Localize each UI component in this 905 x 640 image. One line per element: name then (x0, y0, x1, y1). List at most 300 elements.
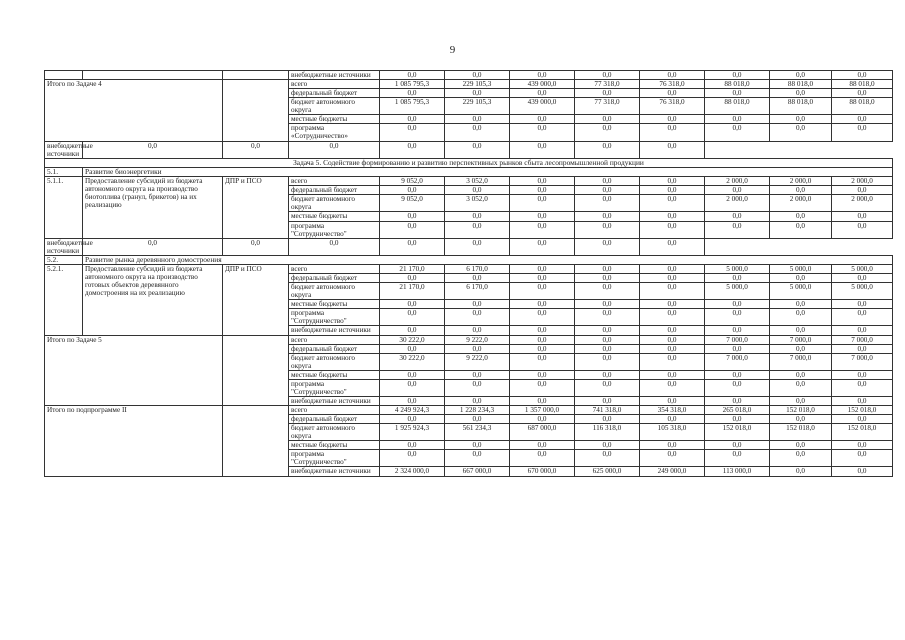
amount-cell: 0,0 (640, 195, 705, 212)
amount-cell: 0,0 (445, 186, 510, 195)
funding-source: внебюджетные источники (45, 141, 83, 158)
amount-cell: 88 018,0 (770, 98, 832, 115)
responsible-cell (223, 80, 289, 141)
amount-cell: 0,0 (832, 415, 893, 424)
amount-cell: 0,0 (380, 238, 445, 255)
funding-source: местные бюджеты (289, 212, 380, 221)
amount-cell: 0,0 (380, 415, 445, 424)
total-label: Итого по Задаче 4 (45, 80, 223, 141)
amount-cell: 0,0 (510, 89, 575, 98)
amount-cell: 0,0 (380, 71, 445, 80)
amount-cell: 0,0 (640, 212, 705, 221)
amount-cell: 0,0 (770, 344, 832, 353)
amount-cell: 0,0 (832, 71, 893, 80)
amount-cell: 561 234,3 (445, 424, 510, 441)
amount-cell: 0,0 (575, 221, 640, 238)
amount-cell: 1 925 924,3 (380, 424, 445, 441)
responsible-cell (223, 71, 289, 80)
amount-cell: 0,0 (705, 124, 770, 141)
amount-cell: 0,0 (770, 124, 832, 141)
amount-cell: 2 000,0 (832, 177, 893, 186)
amount-cell: 88 018,0 (770, 80, 832, 89)
amount-cell: 0,0 (380, 396, 445, 405)
table-row (45, 335, 893, 344)
amount-cell: 7 000,0 (832, 335, 893, 344)
amount-cell: 0,0 (445, 71, 510, 80)
table-row (45, 177, 893, 186)
amount-cell: 0,0 (445, 450, 510, 467)
amount-cell: 0,0 (770, 71, 832, 80)
amount-cell: 0,0 (575, 283, 640, 300)
amount-cell: 0,0 (445, 396, 510, 405)
table-row (45, 71, 893, 80)
amount-cell: 0,0 (445, 300, 510, 309)
amount-cell: 21 170,0 (380, 283, 445, 300)
funding-source: бюджет автономного округа (289, 353, 380, 370)
amount-cell: 0,0 (832, 450, 893, 467)
amount-cell: 88 018,0 (832, 98, 893, 115)
amount-cell: 0,0 (640, 379, 705, 396)
funding-source: федеральный бюджет (289, 89, 380, 98)
funding-source: бюджет автономного округа (289, 424, 380, 441)
task-header-row (45, 158, 893, 167)
amount-cell: 0,0 (770, 415, 832, 424)
amount-cell: 0,0 (705, 370, 770, 379)
amount-cell: 2 000,0 (770, 195, 832, 212)
responsible-cell: ДПР и ПСО (223, 177, 289, 238)
amount-cell: 0,0 (289, 141, 380, 158)
amount-cell: 0,0 (705, 415, 770, 424)
amount-cell: 0,0 (770, 115, 832, 124)
funding-source: программа "Сотрудничество" (289, 450, 380, 467)
amount-cell: 0,0 (705, 326, 770, 335)
amount-cell: 88 018,0 (832, 80, 893, 89)
amount-cell: 0,0 (380, 186, 445, 195)
amount-cell: 687 000,0 (510, 424, 575, 441)
amount-cell: 0,0 (640, 265, 705, 274)
amount-cell: 229 105,3 (445, 80, 510, 89)
amount-cell: 0,0 (510, 370, 575, 379)
amount-cell: 0,0 (510, 221, 575, 238)
amount-cell: 0,0 (705, 300, 770, 309)
amount-cell: 0,0 (380, 274, 445, 283)
funding-source: внебюджетные источники (289, 396, 380, 405)
amount-cell: 354 318,0 (640, 406, 705, 415)
amount-cell: 0,0 (510, 186, 575, 195)
amount-cell: 0,0 (380, 89, 445, 98)
amount-cell: 30 222,0 (380, 335, 445, 344)
amount-cell: 0,0 (445, 344, 510, 353)
funding-source: местные бюджеты (289, 115, 380, 124)
section-header-row (45, 167, 893, 176)
amount-cell: 0,0 (832, 396, 893, 405)
amount-cell: 0,0 (445, 238, 510, 255)
amount-cell: 0,0 (510, 335, 575, 344)
amount-cell: 2 324 000,0 (380, 467, 445, 476)
amount-cell: 1 228 234,3 (445, 406, 510, 415)
table-row (45, 265, 893, 274)
funding-source: федеральный бюджет (289, 274, 380, 283)
amount-cell: 0,0 (575, 396, 640, 405)
amount-cell: 0,0 (705, 450, 770, 467)
table-row (45, 80, 893, 89)
amount-cell: 0,0 (510, 177, 575, 186)
amount-cell: 249 000,0 (640, 467, 705, 476)
section-header-row (45, 255, 893, 264)
amount-cell: 0,0 (640, 141, 705, 158)
amount-cell: 0,0 (705, 71, 770, 80)
amount-cell: 0,0 (575, 89, 640, 98)
responsible-cell (223, 406, 289, 477)
amount-cell: 0,0 (832, 379, 893, 396)
amount-cell: 0,0 (575, 274, 640, 283)
amount-cell: 0,0 (705, 396, 770, 405)
amount-cell: 7 000,0 (705, 335, 770, 344)
amount-cell: 0,0 (575, 379, 640, 396)
amount-cell: 0,0 (640, 353, 705, 370)
amount-cell: 9 052,0 (380, 195, 445, 212)
amount-cell: 0,0 (510, 396, 575, 405)
amount-cell: 0,0 (705, 379, 770, 396)
amount-cell: 0,0 (510, 141, 575, 158)
amount-cell: 152 018,0 (770, 406, 832, 415)
amount-cell: 0,0 (575, 177, 640, 186)
amount-cell: 0,0 (575, 186, 640, 195)
amount-cell: 76 318,0 (640, 80, 705, 89)
amount-cell: 0,0 (510, 441, 575, 450)
amount-cell: 0,0 (445, 115, 510, 124)
amount-cell: 0,0 (640, 441, 705, 450)
amount-cell: 0,0 (575, 309, 640, 326)
amount-cell: 0,0 (770, 186, 832, 195)
amount-cell: 0,0 (640, 221, 705, 238)
funding-source: программа "Сотрудничество" (289, 221, 380, 238)
amount-cell: 5 000,0 (770, 265, 832, 274)
amount-cell: 0,0 (705, 221, 770, 238)
section-title: Развитие рынка деревянного домостроения (83, 255, 893, 264)
amount-cell: 0,0 (380, 309, 445, 326)
amount-cell: 0,0 (445, 89, 510, 98)
amount-cell: 0,0 (510, 353, 575, 370)
amount-cell: 6 170,0 (445, 265, 510, 274)
amount-cell: 0,0 (445, 212, 510, 221)
amount-cell: 0,0 (770, 309, 832, 326)
amount-cell: 0,0 (510, 344, 575, 353)
amount-cell: 0,0 (575, 353, 640, 370)
amount-cell: 0,0 (575, 441, 640, 450)
amount-cell: 0,0 (640, 415, 705, 424)
funding-source: местные бюджеты (289, 370, 380, 379)
amount-cell: 152 018,0 (770, 424, 832, 441)
amount-cell: 0,0 (575, 335, 640, 344)
funding-source: всего (289, 177, 380, 186)
amount-cell: 5 000,0 (832, 265, 893, 274)
amount-cell: 0,0 (380, 326, 445, 335)
amount-cell: 0,0 (223, 238, 289, 255)
amount-cell: 116 318,0 (575, 424, 640, 441)
amount-cell: 9 222,0 (445, 335, 510, 344)
amount-cell: 30 222,0 (380, 353, 445, 370)
amount-cell: 0,0 (510, 309, 575, 326)
item-description: Предоставление субсидий из бюджета автономного округа на производство биотоплива (гранул, брикетов) на их реализацию (83, 177, 223, 238)
amount-cell: 0,0 (705, 115, 770, 124)
amount-cell: 670 000,0 (510, 467, 575, 476)
amount-cell: 6 170,0 (445, 283, 510, 300)
amount-cell: 0,0 (640, 177, 705, 186)
funding-source: федеральный бюджет (289, 415, 380, 424)
funding-source: бюджет автономного округа (289, 98, 380, 115)
amount-cell: 0,0 (380, 115, 445, 124)
amount-cell: 0,0 (770, 300, 832, 309)
amount-cell: 0,0 (575, 300, 640, 309)
responsible-cell: ДПР и ПСО (223, 265, 289, 336)
funding-source: программа «Сотрудничество» (289, 124, 380, 141)
funding-source: внебюджетные источники (45, 238, 83, 255)
amount-cell: 0,0 (510, 326, 575, 335)
amount-cell: 7 000,0 (705, 353, 770, 370)
item-description: Предоставление субсидий из бюджета автономного округа на производство готовых объектов деревянного домостроения на их реализацию (83, 265, 223, 336)
amount-cell: 0,0 (380, 370, 445, 379)
amount-cell: 2 000,0 (770, 177, 832, 186)
item-number (45, 71, 83, 80)
amount-cell: 9 052,0 (380, 177, 445, 186)
amount-cell: 1 085 795,3 (380, 98, 445, 115)
page-number: 9 (449, 44, 456, 56)
amount-cell: 0,0 (640, 115, 705, 124)
amount-cell: 0,0 (832, 370, 893, 379)
amount-cell: 152 018,0 (705, 424, 770, 441)
amount-cell: 0,0 (705, 274, 770, 283)
amount-cell: 0,0 (445, 441, 510, 450)
amount-cell: 1 085 795,3 (380, 80, 445, 89)
amount-cell: 5 000,0 (770, 283, 832, 300)
funding-source: внебюджетные источники (289, 467, 380, 476)
section-title: Развитие биоэнергетики (83, 167, 893, 176)
amount-cell: 0,0 (705, 309, 770, 326)
amount-cell: 77 318,0 (575, 80, 640, 89)
amount-cell: 5 000,0 (832, 283, 893, 300)
task-title: Задача 5. Содействие формированию и развитию перспективных рынков сбыта лесопромышленной продукции (45, 158, 893, 167)
amount-cell: 0,0 (770, 326, 832, 335)
amount-cell: 0,0 (380, 212, 445, 221)
amount-cell: 0,0 (640, 89, 705, 98)
amount-cell: 0,0 (575, 141, 640, 158)
amount-cell: 741 318,0 (575, 406, 640, 415)
amount-cell: 0,0 (575, 71, 640, 80)
amount-cell: 3 052,0 (445, 177, 510, 186)
item-number: 5.2.1. (45, 265, 83, 336)
amount-cell: 0,0 (575, 326, 640, 335)
funding-source: программа "Сотрудничество" (289, 309, 380, 326)
amount-cell: 0,0 (380, 221, 445, 238)
amount-cell: 0,0 (832, 309, 893, 326)
amount-cell: 0,0 (510, 300, 575, 309)
table-row (45, 406, 893, 415)
amount-cell: 0,0 (770, 212, 832, 221)
amount-cell: 88 018,0 (705, 98, 770, 115)
amount-cell: 5 000,0 (705, 265, 770, 274)
amount-cell: 0,0 (640, 450, 705, 467)
amount-cell: 1 357 000,0 (510, 406, 575, 415)
amount-cell: 0,0 (445, 370, 510, 379)
budget-table (44, 70, 893, 477)
amount-cell: 0,0 (640, 396, 705, 405)
total-label: Итого по Задаче 5 (45, 335, 223, 406)
funding-source: всего (289, 265, 380, 274)
funding-source: программа "Сотрудничество" (289, 379, 380, 396)
amount-cell: 2 000,0 (705, 195, 770, 212)
item-description (83, 71, 223, 80)
amount-cell: 0,0 (770, 274, 832, 283)
amount-cell: 3 052,0 (445, 195, 510, 212)
amount-cell: 7 000,0 (832, 353, 893, 370)
section-number: 5.2. (45, 255, 83, 264)
amount-cell: 0,0 (445, 309, 510, 326)
amount-cell: 0,0 (640, 326, 705, 335)
amount-cell: 0,0 (705, 441, 770, 450)
responsible-cell (223, 335, 289, 406)
amount-cell: 0,0 (510, 274, 575, 283)
amount-cell: 0,0 (770, 450, 832, 467)
amount-cell: 0,0 (832, 326, 893, 335)
funding-source: всего (289, 335, 380, 344)
amount-cell: 0,0 (380, 300, 445, 309)
amount-cell: 0,0 (832, 300, 893, 309)
amount-cell: 5 000,0 (705, 283, 770, 300)
amount-cell: 88 018,0 (705, 80, 770, 89)
funding-source: внебюджетные источники (289, 71, 380, 80)
amount-cell: 0,0 (575, 238, 640, 255)
amount-cell: 0,0 (510, 71, 575, 80)
funding-source: федеральный бюджет (289, 186, 380, 195)
amount-cell: 0,0 (445, 124, 510, 141)
amount-cell: 229 105,3 (445, 98, 510, 115)
amount-cell: 2 000,0 (832, 195, 893, 212)
amount-cell: 0,0 (640, 124, 705, 141)
amount-cell: 0,0 (832, 441, 893, 450)
amount-cell: 0,0 (705, 89, 770, 98)
amount-cell: 0,0 (575, 370, 640, 379)
amount-cell: 77 318,0 (575, 98, 640, 115)
amount-cell: 0,0 (289, 238, 380, 255)
amount-cell: 0,0 (832, 212, 893, 221)
amount-cell: 0,0 (832, 89, 893, 98)
amount-cell: 0,0 (510, 195, 575, 212)
amount-cell: 0,0 (832, 124, 893, 141)
amount-cell: 0,0 (770, 379, 832, 396)
amount-cell: 0,0 (510, 238, 575, 255)
amount-cell: 439 000,0 (510, 98, 575, 115)
amount-cell: 0,0 (705, 344, 770, 353)
amount-cell: 0,0 (832, 344, 893, 353)
amount-cell: 0,0 (445, 221, 510, 238)
amount-cell: 625 000,0 (575, 467, 640, 476)
amount-cell: 0,0 (770, 370, 832, 379)
amount-cell: 0,0 (510, 265, 575, 274)
amount-cell: 113 000,0 (705, 467, 770, 476)
amount-cell: 0,0 (510, 124, 575, 141)
amount-cell: 0,0 (575, 115, 640, 124)
amount-cell: 0,0 (705, 186, 770, 195)
amount-cell: 667 000,0 (445, 467, 510, 476)
funding-source: местные бюджеты (289, 300, 380, 309)
amount-cell: 0,0 (640, 283, 705, 300)
amount-cell: 0,0 (832, 467, 893, 476)
amount-cell: 0,0 (640, 335, 705, 344)
funding-source: федеральный бюджет (289, 344, 380, 353)
amount-cell: 0,0 (575, 415, 640, 424)
amount-cell: 0,0 (770, 396, 832, 405)
amount-cell: 4 249 924,3 (380, 406, 445, 415)
amount-cell: 265 018,0 (705, 406, 770, 415)
amount-cell: 0,0 (640, 186, 705, 195)
amount-cell: 152 018,0 (832, 406, 893, 415)
amount-cell: 0,0 (380, 450, 445, 467)
amount-cell: 0,0 (445, 274, 510, 283)
table-subrow (45, 238, 893, 255)
amount-cell: 0,0 (575, 124, 640, 141)
amount-cell: 105 318,0 (640, 424, 705, 441)
funding-source: всего (289, 80, 380, 89)
section-number: 5.1. (45, 167, 83, 176)
amount-cell: 0,0 (445, 326, 510, 335)
amount-cell: 0,0 (770, 221, 832, 238)
amount-cell: 7 000,0 (770, 335, 832, 344)
amount-cell: 0,0 (640, 370, 705, 379)
amount-cell: 0,0 (510, 450, 575, 467)
amount-cell: 0,0 (832, 274, 893, 283)
amount-cell: 0,0 (510, 115, 575, 124)
amount-cell: 0,0 (380, 124, 445, 141)
amount-cell: 0,0 (380, 141, 445, 158)
amount-cell: 0,0 (640, 309, 705, 326)
amount-cell: 2 000,0 (705, 177, 770, 186)
funding-source: бюджет автономного округа (289, 195, 380, 212)
amount-cell: 0,0 (705, 212, 770, 221)
amount-cell: 0,0 (770, 467, 832, 476)
amount-cell: 0,0 (510, 283, 575, 300)
amount-cell: 0,0 (640, 300, 705, 309)
amount-cell: 0,0 (380, 441, 445, 450)
amount-cell: 0,0 (832, 186, 893, 195)
amount-cell: 0,0 (510, 415, 575, 424)
amount-cell: 0,0 (83, 141, 223, 158)
funding-source: местные бюджеты (289, 441, 380, 450)
amount-cell: 0,0 (575, 265, 640, 274)
amount-cell: 0,0 (380, 379, 445, 396)
amount-cell: 0,0 (380, 344, 445, 353)
amount-cell: 76 318,0 (640, 98, 705, 115)
amount-cell: 0,0 (640, 274, 705, 283)
amount-cell: 439 000,0 (510, 80, 575, 89)
funding-source: бюджет автономного округа (289, 283, 380, 300)
amount-cell: 0,0 (83, 238, 223, 255)
amount-cell: 152 018,0 (832, 424, 893, 441)
funding-source: всего (289, 406, 380, 415)
amount-cell: 9 222,0 (445, 353, 510, 370)
amount-cell: 0,0 (575, 212, 640, 221)
amount-cell: 0,0 (510, 379, 575, 396)
amount-cell: 0,0 (575, 195, 640, 212)
amount-cell: 0,0 (223, 141, 289, 158)
amount-cell: 21 170,0 (380, 265, 445, 274)
amount-cell: 0,0 (445, 415, 510, 424)
funding-source: внебюджетные источники (289, 326, 380, 335)
amount-cell: 0,0 (575, 450, 640, 467)
amount-cell: 0,0 (770, 441, 832, 450)
amount-cell: 0,0 (770, 89, 832, 98)
amount-cell: 0,0 (832, 115, 893, 124)
